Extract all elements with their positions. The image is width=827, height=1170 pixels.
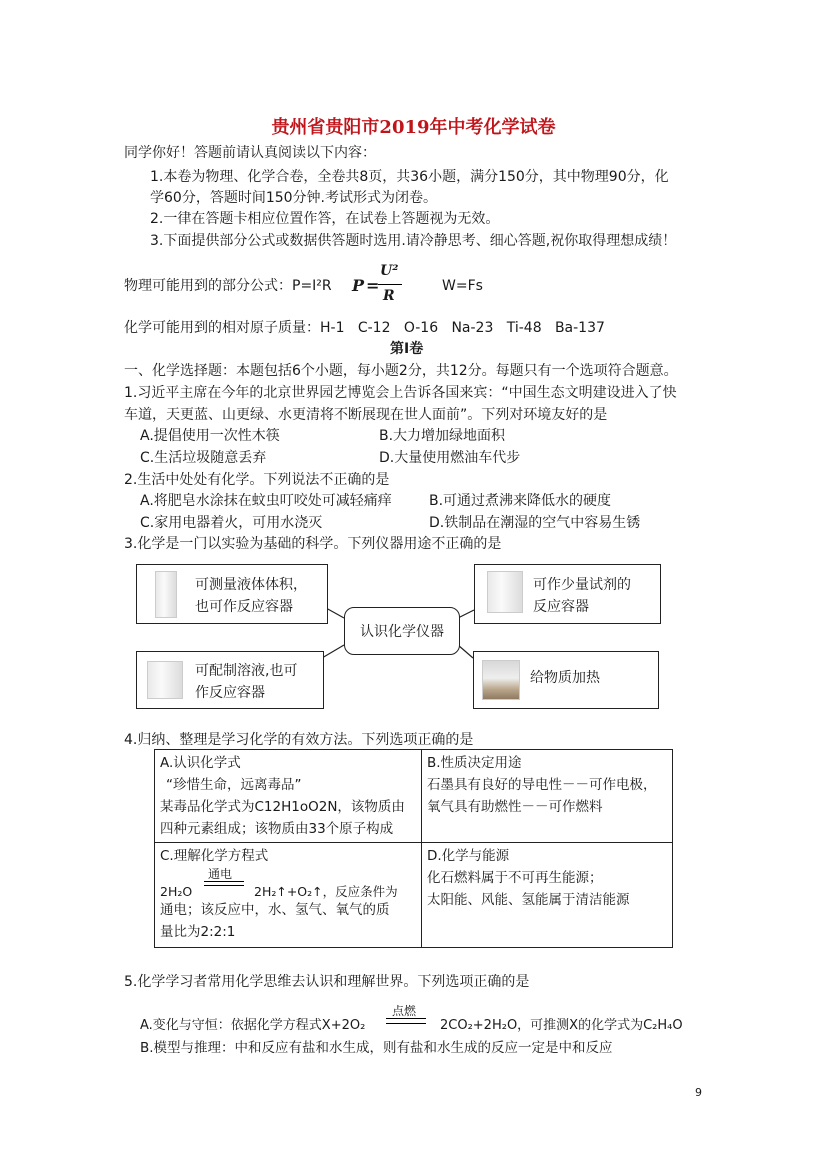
q3-box-bottom-left xyxy=(136,651,324,709)
q4-b-title: B.性质决定用途 xyxy=(427,755,522,771)
q3-tl-line1: 可测量液体体积， xyxy=(195,577,307,593)
physics-formula-label: 物理可能用到的部分公式：P=I²R xyxy=(124,278,332,294)
q4-a-line2: 某毒品化学式为C12H1oO2N，该物质由 xyxy=(160,799,405,815)
q1-option-a: A.提倡使用一次性木筷 xyxy=(140,428,280,444)
q4-c-reactant: 2H₂O xyxy=(160,884,193,899)
q4-c-products: 2H₂↑+O₂↑，反应条件为 xyxy=(254,884,398,899)
intro-item-1: 1.本卷为物理、化学合卷，全卷共8页，共36小题，满分150分，其中物理90分，化 xyxy=(150,169,669,185)
graduated-cylinder-icon xyxy=(155,571,177,618)
q3-box-bottom-right xyxy=(473,651,659,709)
q5-condition: 点燃 xyxy=(392,1004,417,1018)
beaker-icon xyxy=(147,661,183,699)
test-tube-icon xyxy=(487,571,523,613)
q4-d-line1: 化石燃料属于不可再生能源； xyxy=(427,870,603,886)
q3-tr-line1: 可作少量试剂的 xyxy=(533,577,631,593)
q3-bl-line1: 可配制溶液,也可 xyxy=(195,663,298,679)
formula-denominator: R xyxy=(383,288,395,304)
q3-box-top-right xyxy=(474,564,661,624)
atomic-masses: 化学可能用到的相对原子质量：H-1 C-12 O-16 Na-23 Ti-48 Ba-137 xyxy=(124,320,605,336)
q1-stem-2: 车道，天更蓝、山更绿、水更清将不断展现在世人面前”。下列对环境友好的是 xyxy=(124,407,608,423)
q1-option-c: C.生活垃圾随意丢弃 xyxy=(140,450,267,466)
formula-p: P xyxy=(352,276,365,295)
q3-stem: 3.化学是一门以实验为基础的科学。下列仪器用途不正确的是 xyxy=(124,536,502,552)
q4-c-arrow-top xyxy=(204,881,244,882)
formula-numerator: U² xyxy=(380,263,399,279)
q4-c-line3: 量比为2:2:1 xyxy=(160,924,236,940)
flask-icon xyxy=(482,660,520,700)
q2-option-b: B.可通过煮沸来降低水的硬度 xyxy=(429,493,612,509)
q4-a-title: A.认识化学式 xyxy=(160,755,241,771)
q3-tl-line2: 也可作反应容器 xyxy=(195,599,293,615)
q4-cell-a xyxy=(155,750,422,843)
q1-option-d: D.大量使用燃油车代步 xyxy=(379,450,521,466)
q4-c-condition: 通电 xyxy=(208,867,233,881)
intro-greeting: 同学你好！答题前请认真阅读以下内容： xyxy=(124,145,376,161)
q5-stem: 5.化学学习者常用化学思维去认识和理解世界。下列选项正确的是 xyxy=(124,974,530,990)
q4-c-line2: 通电；该反应中，水、氢气、氧气的质 xyxy=(160,902,390,918)
section-heading: 第Ⅰ卷 xyxy=(390,341,424,357)
exam-title: 贵州省贵阳市2019年中考化学试卷 xyxy=(271,117,556,138)
q3-center-node xyxy=(344,607,460,655)
intro-item-2: 2.一律在答题卡相应位置作答，在试卷上答题视为无效。 xyxy=(150,211,500,227)
q4-c-title: C.理解化学方程式 xyxy=(160,848,269,864)
q4-cell-b xyxy=(422,750,673,843)
q5-equals-arrow xyxy=(386,1018,426,1024)
q4-table xyxy=(154,749,673,948)
q5-option-a-pre: A.变化与守恒：依据化学方程式X+2O₂ xyxy=(140,1018,366,1033)
q2-option-d: D.铁制品在潮湿的空气中容易生锈 xyxy=(429,515,641,531)
q4-stem: 4.归纳、整理是学习化学的有效方法。下列选项正确的是 xyxy=(124,732,474,748)
q1-option-b: B.大力增加绿地面积 xyxy=(379,428,506,444)
q4-b-line2: 氧气具有助燃性－－可作燃料 xyxy=(427,799,603,815)
q4-cell-d xyxy=(422,843,673,948)
q1-stem-1: 1.习近平主席在今年的北京世界园艺博览会上告诉各国来宾：“中国生态文明建设进入了快 xyxy=(124,385,677,401)
q3-br-line1: 给物质加热 xyxy=(530,670,600,686)
q4-c-arrow-bottom xyxy=(204,885,244,886)
q3-tr-line2: 反应容器 xyxy=(533,599,589,615)
q5-option-b: B.模型与推理：中和反应有盐和水生成，则有盐和水生成的反应一定是中和反应 xyxy=(140,1040,613,1056)
q3-bl-line2: 作反应容器 xyxy=(195,685,265,701)
q4-a-line1: “珍惜生命，远离毒品” xyxy=(166,777,302,793)
q5-option-a-post: 2CO₂+2H₂O，可推测X的化学式为C₂H₄O xyxy=(440,1018,683,1033)
q2-option-c: C.家用电器着火，可用水浇灭 xyxy=(140,515,323,531)
intro-item-1-cont: 学60分，答题时间150分钟.考试形式为闭卷。 xyxy=(150,190,437,206)
q4-b-line1: 石墨具有良好的导电性－－可作电极， xyxy=(427,777,657,793)
q4-a-line3: 四种元素组成；该物质由33个原子构成 xyxy=(160,821,394,837)
q2-option-a: A.将肥皂水涂抹在蚊虫叮咬处可减轻痛痒 xyxy=(140,493,392,509)
work-formula: W=Fs xyxy=(442,278,483,294)
q3-center-label: 认识化学仪器 xyxy=(360,624,444,640)
q3-box-top-left xyxy=(136,564,328,624)
q2-stem: 2.生活中处处有化学。下列说法不正确的是 xyxy=(124,472,390,488)
part1-instructions: 一、化学选择题：本题包括6个小题，每小题2分，共12分。每题只有一个选项符合题意。 xyxy=(124,363,678,379)
q4-d-line2: 太阳能、风能、氢能属于清洁能源 xyxy=(427,892,630,908)
formula-eq: = xyxy=(366,276,380,295)
intro-item-3: 3.下面提供部分公式或数据供答题时选用.请冷静思考、细心答题,祝你取得理想成绩！ xyxy=(150,233,677,249)
page-number: 9 xyxy=(695,1086,702,1099)
q4-c-equation xyxy=(160,867,416,899)
q4-d-title: D.化学与能源 xyxy=(427,848,510,864)
q4-cell-c xyxy=(155,843,422,948)
